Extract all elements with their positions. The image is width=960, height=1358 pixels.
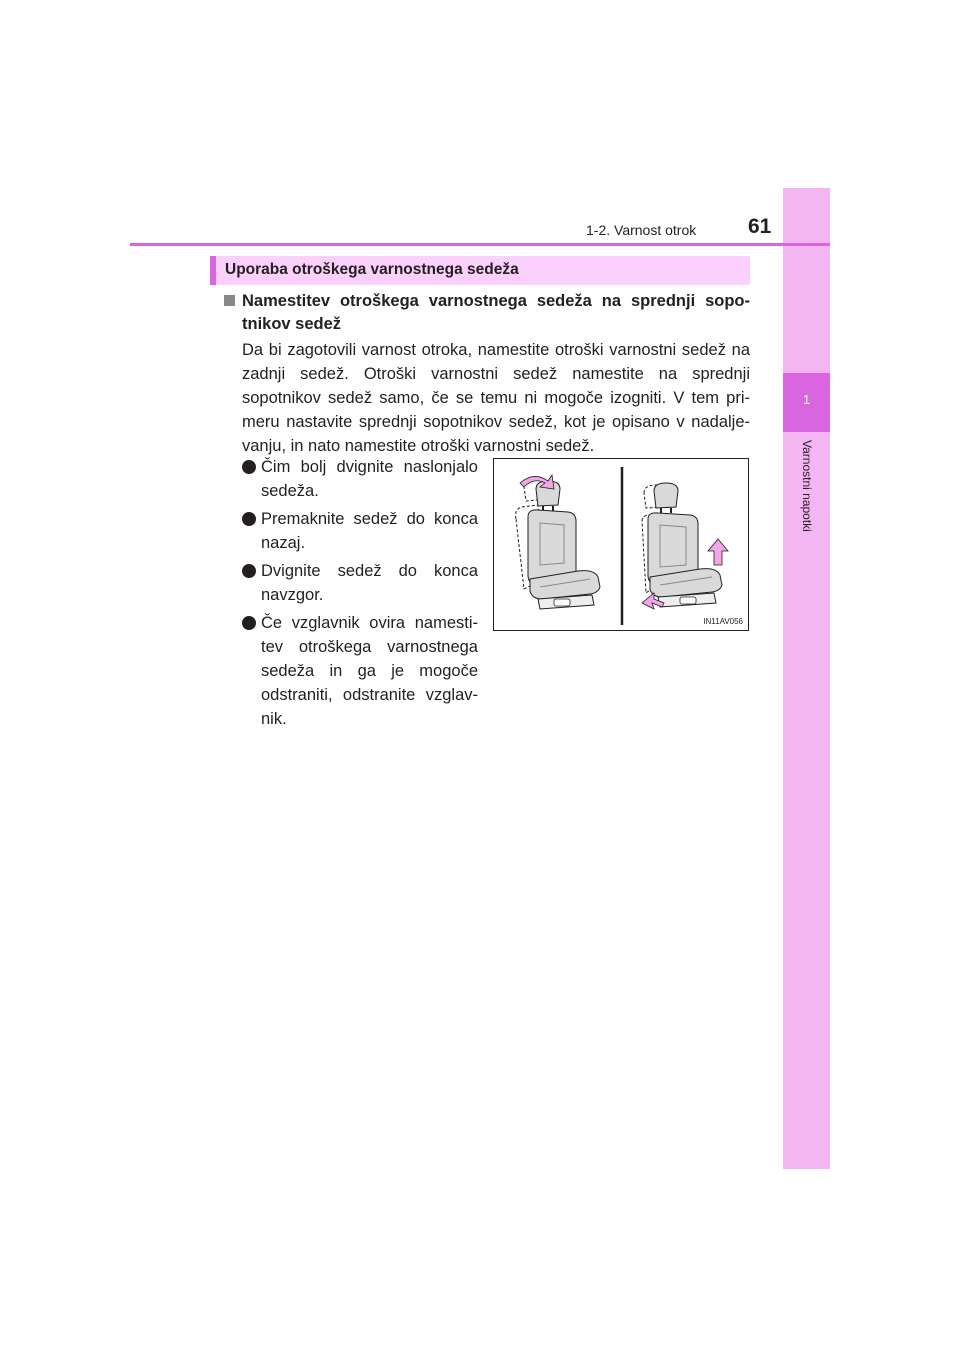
subheading: Namestitev otroškega varnostnega sedeža na sprednji sopo-tnikov sedež: [242, 292, 750, 333]
seat-illustration: [494, 459, 748, 630]
list-item: Premaknite sedež do konca nazaj.: [242, 507, 478, 555]
header-rule: [130, 243, 830, 246]
box-heading-text: Uporaba otroškega varnostnega sedeža: [225, 261, 519, 278]
chapter-tab: [783, 188, 830, 1169]
bullet-icon: [242, 616, 256, 630]
section-title: 1-2. Varnost otrok: [586, 222, 697, 238]
list-item: Čim bolj dvignite naslonjalo sedeža.: [242, 455, 478, 503]
body-paragraph: Da bi zagotovili varnost otroka, namestite otroški varnostni sedež na zadnji sedež. Otroški varnostni sedež namestite na sprednji sopotnikov sedež samo, če se temu ni mogoče izogniti. V tem pri-meru nastavite sprednji sopotnikov sedež, kot je opisano v nadalje-vanju, in nato namestite otroški varnostni sedež.: [242, 341, 750, 455]
bullet-icon: [242, 460, 256, 474]
bullet-icon: [242, 564, 256, 578]
seat-right-icon: [642, 483, 728, 609]
seat-adjustment-figure: [493, 458, 749, 631]
bullet-icon: [242, 512, 256, 526]
seat-left-icon: [516, 475, 600, 609]
instruction-list: [242, 455, 478, 735]
box-heading: [210, 256, 750, 285]
list-item: Če vzglavnik ovira namesti-tev otroškega varnostnega sedeža in ga je mogoče odstraniti, odstranite vzglav-nik.: [242, 611, 478, 731]
list-item: Dvignite sedež do konca navzgor.: [242, 559, 478, 607]
subheading-marker: [224, 295, 235, 306]
chapter-number: 1: [802, 392, 811, 407]
chapter-title: Varnostni napotki: [800, 440, 814, 532]
figure-code: IN11AV056: [703, 617, 743, 626]
page-number: 61: [748, 215, 772, 238]
